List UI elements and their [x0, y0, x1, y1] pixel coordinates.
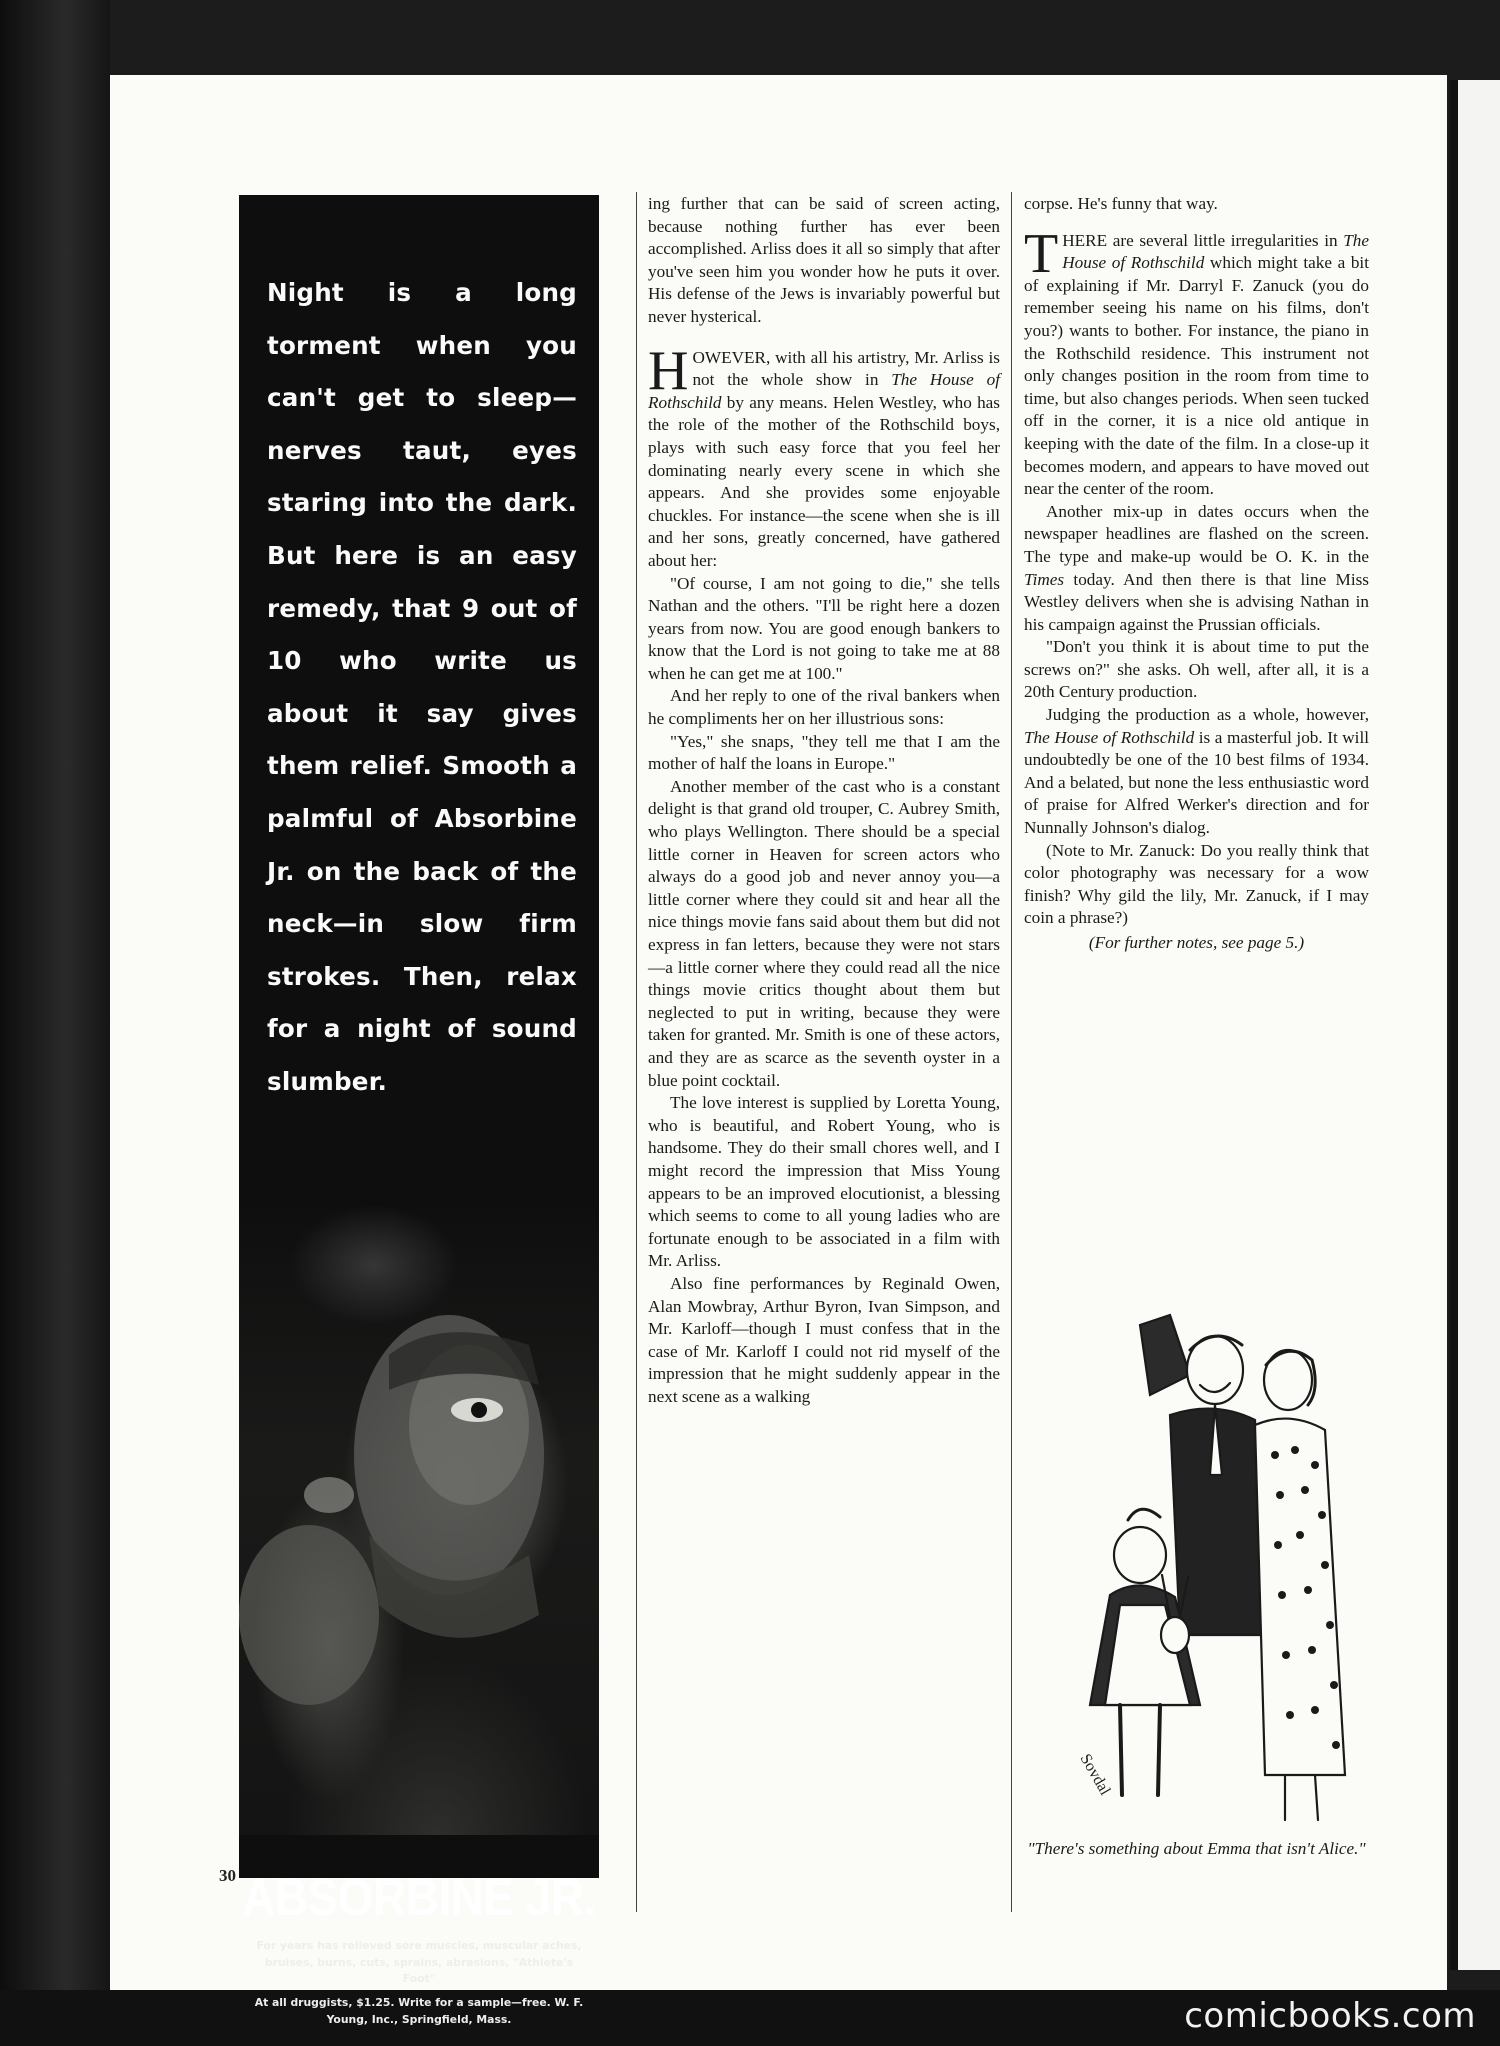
- article-column-2: [1024, 193, 1369, 955]
- paragraph: Also fine performances by Reginald Owen, Alan Mowbray, Arthur Byron, Ivan Simpson, and Mr. Karloff—though I must confess that in the case of Mr. Karloff I could not rid myself of the impression that he might suddenly appear in the next scene as a walking: [648, 1273, 1000, 1406]
- paragraph: Judging the production as a whole, however, The House of Rothschild is a masterful job. It will undoubtedly be one of the 10 best films of 1934. And a belated, but none the less enthusiastic word of praise for Alfred Werker's direction and for Nunnally Johnson's dialog.: [1024, 705, 1370, 838]
- ad-offer: At all druggists, $1.25. Write for a sample—free. W. F. Young, Inc., Springfield, Mass.: [254, 1996, 584, 2026]
- ad-brand-name: ABSORBINE JR.: [242, 1867, 596, 1927]
- column-rule: [636, 192, 637, 1912]
- facing-page-edge: [1450, 80, 1500, 1970]
- paragraph: The love interest is supplied by Loretta Young, who is beautiful, and Robert Young, who is handsome. They do their small chores well, and I might record the impression that Miss Young appears to be an improved elocutionist, a blessing which seems to come to all young ladies who are fortunate enough to be associated in a film with Mr. Arliss.: [648, 1093, 1000, 1271]
- svg-text:Sovdal: Sovdal: [1076, 1751, 1114, 1799]
- ad-tagline: For years has relieved sore muscles, muscular aches, bruises, burns, cuts, sprains, abrasions, "Athlete's Foot": [256, 1939, 582, 1985]
- paragraph: corpse. He's funny that way.: [1024, 194, 1218, 213]
- cartoon-caption: "There's something about Emma that isn't Alice.": [1027, 1839, 1366, 1858]
- ad-body-copy: Night is a long torment when you can't get to sleep—nerves taut, eyes staring into the dark. But here is an easy remedy, that 9 out of 10 who write us about it say gives them relief. Smooth a palmful of Absorbine Jr. on the back of the neck—in slow firm strokes. Then, relax for a night of sound slumber.: [267, 278, 577, 1096]
- scan-border-left: [0, 0, 110, 2046]
- paragraph: ing further that can be said of screen acting, because nothing further has ever been accomplished. Arliss does it all so simply that after you've seen him you wonder how he puts it over. His defense of the Jews is invariably powerful but never hysterical.: [648, 194, 1000, 326]
- paragraph: And her reply to one of the rival bankers when he compliments her on her illustrious sons:: [648, 686, 1000, 729]
- article-column-1: [648, 193, 1000, 1408]
- cartoon-illustration: [1050, 1305, 1350, 1830]
- man-face-illustration: [239, 1195, 599, 1835]
- paragraph: THERE are several little irregularities in The House of Rothschild which might take a bit of explaining if Mr. Darryl F. Zanuck (you do remember seeing his name on his films, don't you?) wants to bother. For instance, the piano in the Rothschild residence. This instrument not only changes position in the room from time to time, but also changes periods. When seen tucked off in the corner, it is a nice old antique in keeping with the date of the film. In a close-up it becomes modern, and appears to have moved out near the center of the room.: [1024, 222, 1369, 499]
- column-rule: [1011, 192, 1012, 1912]
- further-notes-reference: (For further notes, see page 5.): [1088, 933, 1305, 952]
- paragraph: "Yes," she snaps, "they tell me that I am the mother of half the loans in Europe.": [648, 731, 1000, 774]
- paragraph: Another mix-up in dates occurs when the newspaper headlines are flashed on the screen. The type and make-up would be O. K. in the Times today. And then there is that line Miss Westley delivers when she is advising Nathan in his campaign against the Prussian officials.: [1024, 501, 1369, 634]
- site-watermark: comicbooks.com: [1184, 1996, 1476, 2036]
- paragraph: "Don't you think it is about time to put the screws on?" she asks. Oh well, after all, it is a 20th Century production.: [1024, 637, 1369, 702]
- paragraph: HOWEVER, with all his artistry, Mr. Arliss is not the whole show in The House of Rothschild by any means. Helen Westley, who has the role of the mother of the Rothschild boys, plays with such easy force that you feel her dominating nearly every scene in which she appears. And she provides some enjoyable chuckles. For instance—the scene when she is ill and her sons, greatly concerned, have gathered about her:: [648, 339, 1000, 570]
- page-number: 30: [219, 1866, 236, 1885]
- paragraph: "Of course, I am not going to die," she tells Nathan and the others. "I'll be right here a dozen years from now. You are good enough bankers to know that the Lord is not going to take me at 88 when he can get me at 100.": [648, 573, 1000, 683]
- absorbine-advertisement: [239, 195, 599, 2026]
- paragraph: (Note to Mr. Zanuck: Do you really think that color photography was necessary for a wow finish? Why gild the lily, Mr. Zanuck, if I may coin a phrase?): [1024, 840, 1369, 928]
- paragraph: Another member of the cast who is a constant delight is that grand old trouper, C. Aubrey Smith, who plays Wellington. There should be a special little corner in Heaven for screen actors who always do a good job and never annoy you—a little corner where they could sit and hear all the nice things movie fans said about them but did not express in fan letters, because they were not stars—a little corner where they could read all the nice things movie critics thought about them but neglected to put in writing, because they were taken for granted. Mr. Smith is one of these actors, and they are as scarce as the seventh oyster in a blue point cocktail.: [648, 776, 1000, 1090]
